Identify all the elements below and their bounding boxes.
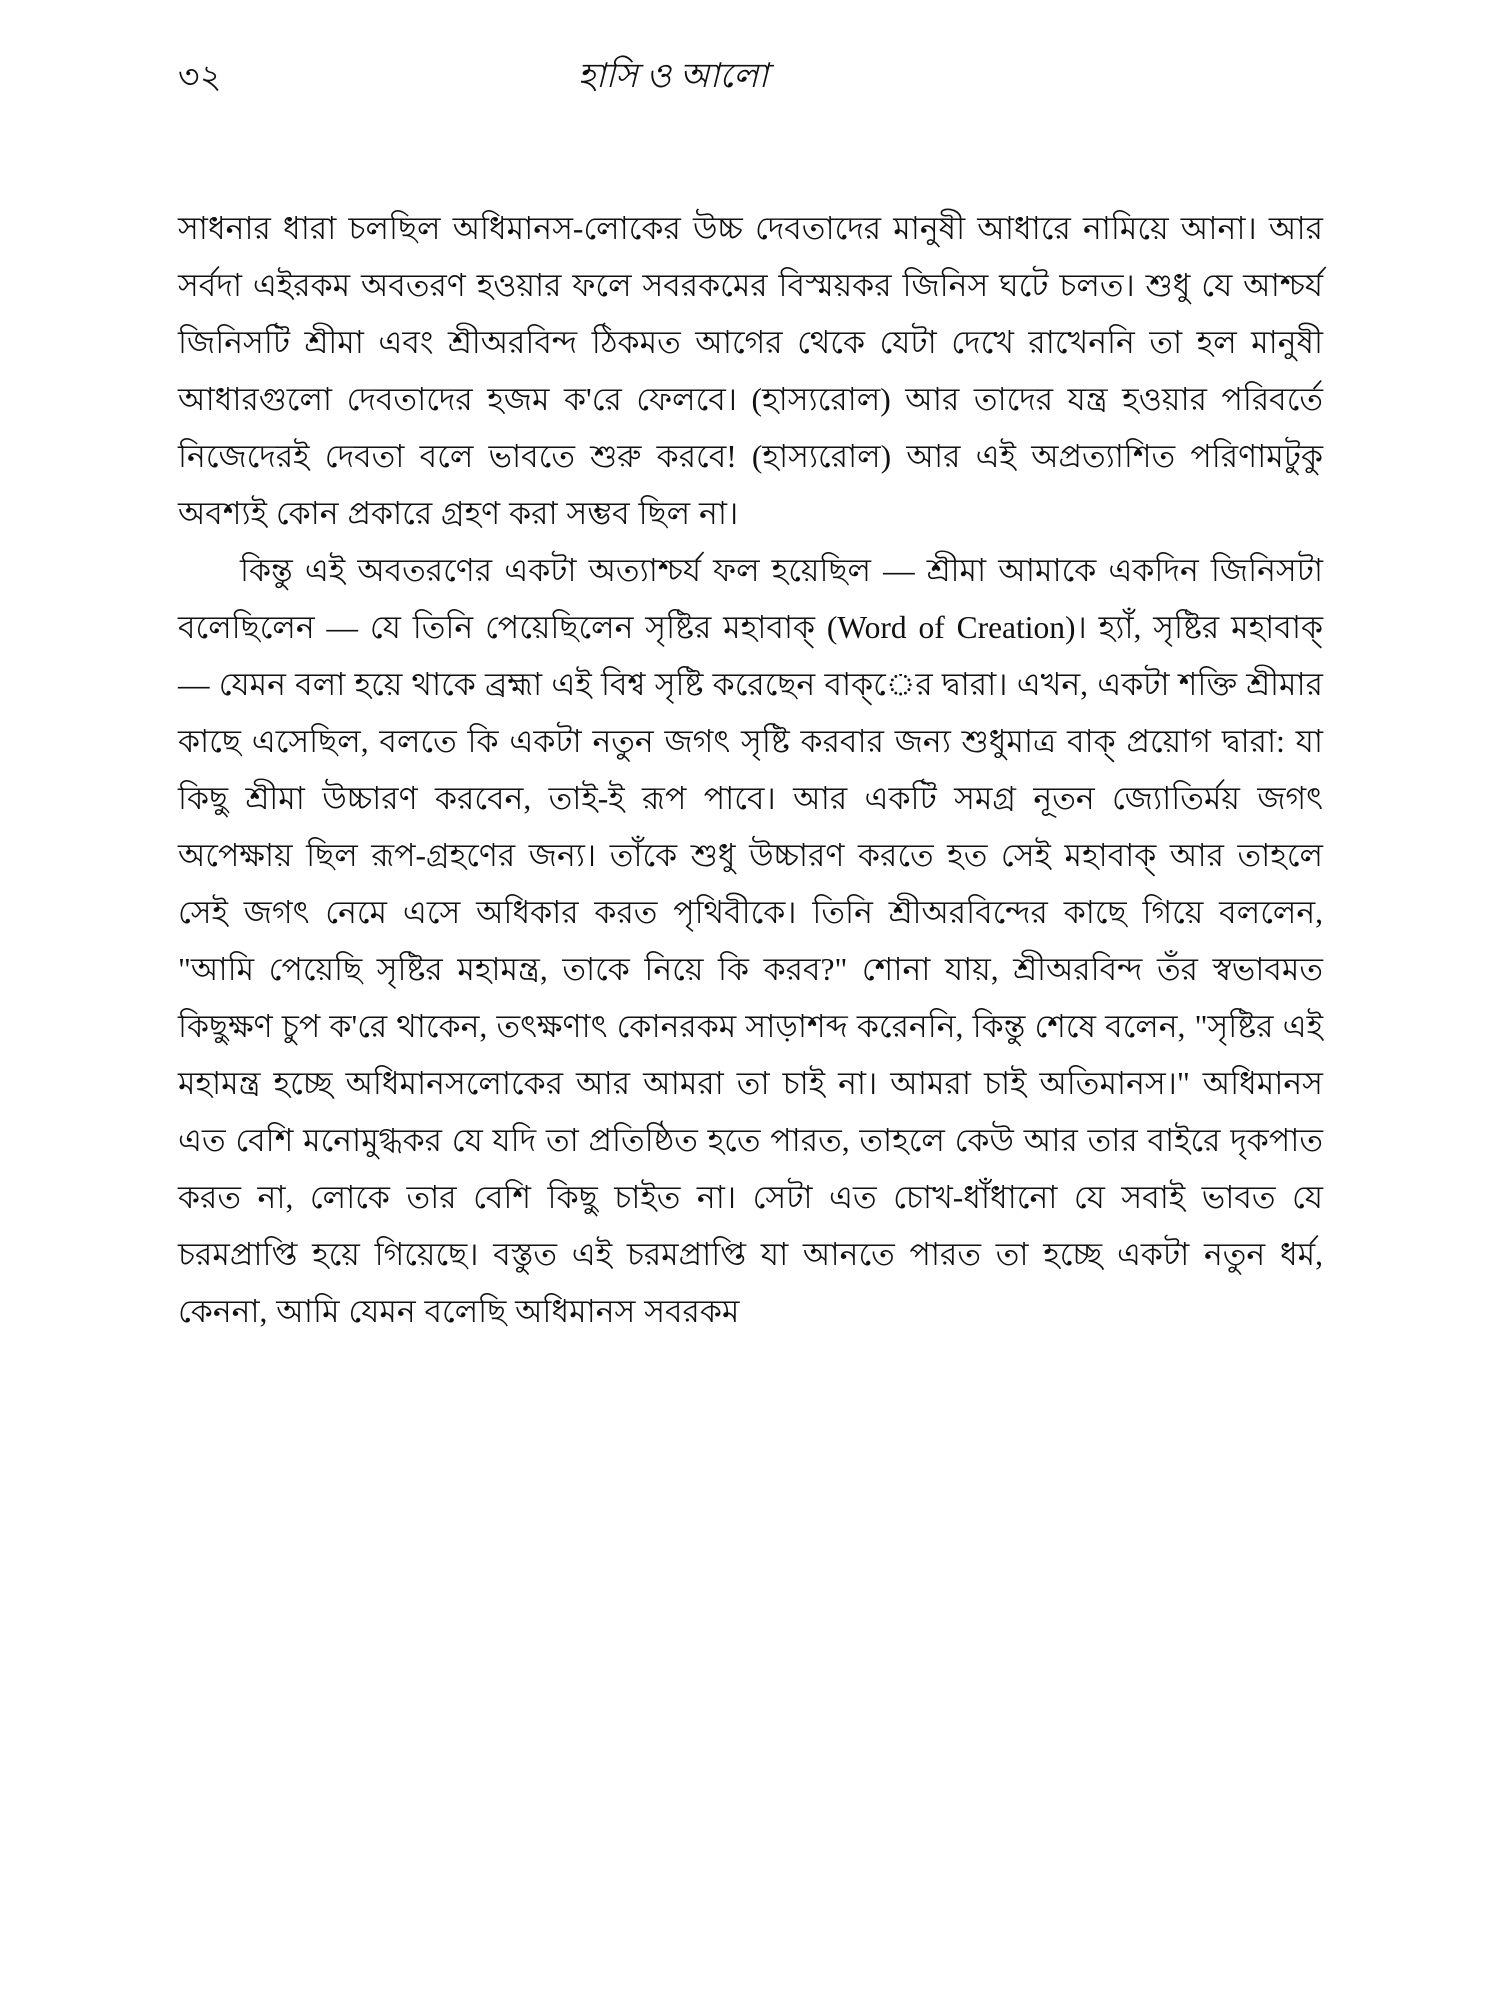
page-content <box>178 52 1338 1340</box>
running-head <box>178 52 1338 122</box>
paragraph-2: কিন্তু এই অবতরণের একটা অত্যাশ্চর্য ফল হয়েছিল — শ্রীমা আমাকে একদিন জিনিসটা বলেছিলেন — যে তিনি পেয়েছিলেন সৃষ্টির মহাবাক্ (Word of Creation)। হ্যাঁ, সৃষ্টির মহাবাক্ — যেমন বলা হয়ে থাকে ব্রহ্মা এই বিশ্ব সৃষ্টি করেছেন বাক্‌ের দ্বারা। এখন, একটা শক্তি শ্রীমার কাছে এসেছিল, বলতে কি একটা নতুন জগৎ সৃষ্টি করবার জন্য শুধুমাত্র বাক্ প্রয়োগ দ্বারা: যা কিছু শ্রীমা উচ্চারণ করবেন, তাই-ই রূপ পাবে। আর একটি সমগ্র নূতন জ্যোতির্ময় জগৎ অপেক্ষায় ছিল রূপ-গ্রহণের জন্য। তাঁকে শুধু উচ্চারণ করতে হত সেই মহাবাক্ আর তাহলে সেই জগৎ নেমে এসে অধিকার করত পৃথিবীকে। তিনি শ্রীঅরবিন্দের কাছে গিয়ে বললেন, "আমি পেয়েছি সৃষ্টির মহামন্ত্র, তাকে নিয়ে কি করব?" শোনা যায়, শ্রীঅরবিন্দ তঁর স্বভাবমত কিছুক্ষণ চুপ ক'রে থাকেন, তৎক্ষণাৎ কোনরকম সাড়াশব্দ করেননি, কিন্তু শেষে বলেন, "সৃষ্টির এই মহামন্ত্র হচ্ছে অধিমানসলোকের আর আমরা তা চাই না। আমরা চাই অতিমানস।" অধিমানস এত বেশি মনোমুগ্ধকর যে যদি তা প্রতিষ্ঠিত হতে পারত, তাহলে কেউ আর তার বাইরে দৃকপাত করত না, লোকে তার বেশি কিছু চাইত না। সেটা এত চোখ-ধাঁধানো যে সবাই ভাবত যে চরমপ্রাপ্তি হয়ে গিয়েছে। বস্তুত এই চরমপ্রাপ্তি যা আনতে পারত তা হচ্ছে একটা নতুন ধর্ম, কেননা, আমি যেমন বলেছি অধিমানস সবরকম <box>178 553 1323 1329</box>
page-number: ৩২ <box>178 60 222 96</box>
running-head-title: হাসি ও আলো <box>577 58 769 95</box>
body-text <box>178 200 1323 1340</box>
paragraph-1: সাধনার ধারা চলছিল অধিমানস-লোকের উচ্চ দেবতাদের মানুষী আধারে নামিয়ে আনা। আর সর্বদা এইরকম অবতরণ হওয়ার ফলে সবরকমের বিস্ময়কর জিনিস ঘটে চলত। শুধু যে আশ্চর্য জিনিসটি শ্রীমা এবং শ্রীঅরবিন্দ ঠিকমত আগের থেকে যেটা দেখে রাখেননি তা হল মানুষী আধারগুলো দেবতাদের হজম ক'রে ফেলবে। (হাস্যরোল) আর তাদের যন্ত্র হওয়ার পরিবর্তে নিজেদেরই দেবতা বলে ভাবতে শুরু করবে! (হাস্যরোল) আর এই অপ্রত্যাশিত পরিণামটুকু অবশ্যই কোন প্রকারে গ্রহণ করা সম্ভব ছিল না। <box>178 211 1323 531</box>
